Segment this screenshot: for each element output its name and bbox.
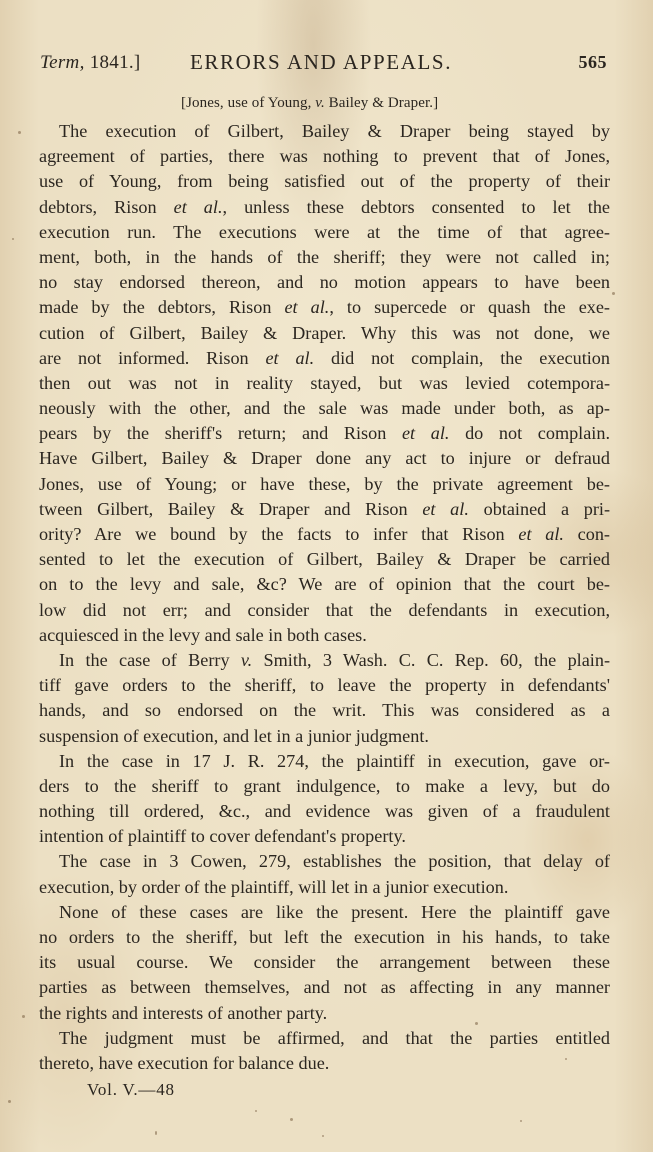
- text-run: None of these cases are like the present. Here the plaintiff gave: [59, 901, 610, 922]
- text-run: The judgment must be affirmed, and that the parties entitled: [59, 1027, 610, 1048]
- text-line: [39, 1026, 610, 1051]
- text-run: hands, and so endorsed on the writ. This was considered as a: [39, 700, 610, 721]
- text-run: parties as between themselves, and not as affecting in any manner: [39, 977, 610, 998]
- text-line: [39, 421, 610, 446]
- text-run: cution of Gilbert, Bailey & Draper. Why this was not done, we: [39, 322, 610, 343]
- page-number: 565: [578, 52, 607, 72]
- text-run: Smith, 3 Wash. C. C. Rep. 60, the plain-: [252, 649, 610, 670]
- text-run: execution, by order of the plaintiff, will let in a junior execution.: [39, 876, 509, 897]
- text-run: The case in 3 Cowen, 279, establishes the position, that delay of: [59, 851, 610, 872]
- text-run: con-: [563, 524, 610, 544]
- text-run: , to supercede or quash the exe-: [329, 297, 610, 318]
- text-run: execution run. The executions were at the time of that agree-: [39, 221, 610, 242]
- text-run: ority? Are we bound by the facts to infer that Rison: [39, 524, 519, 544]
- text-run: ment, both, in the hands of the sheriff; they were not called in;: [39, 246, 610, 267]
- text-run: on to the levy and sale, &c? We are of opinion that the court be-: [39, 574, 610, 595]
- text-line: [39, 119, 610, 144]
- text-line: [39, 547, 610, 572]
- italic-text: et al.: [284, 297, 330, 318]
- text-line: [39, 245, 610, 270]
- paper-speck: [18, 131, 21, 134]
- paper-speck: [8, 1100, 11, 1103]
- term-year: 1841.]: [89, 52, 141, 73]
- paper-speck: [520, 1120, 522, 1122]
- text-line: [39, 975, 610, 1000]
- text-run: sented to let the execution of Gilbert, Bailey & Draper be carried: [39, 549, 610, 570]
- paper-speck: [475, 1022, 478, 1025]
- italic-text: et al.: [173, 196, 223, 217]
- italic-text: v.: [240, 649, 253, 670]
- text-run: agreement of parties, there was nothing to prevent that of Jones,: [39, 146, 610, 167]
- text-line: [39, 673, 610, 698]
- italic-text: et al.: [401, 423, 450, 444]
- text-line: [39, 371, 610, 396]
- case-caption-v: v.: [315, 95, 325, 111]
- paper-speck: [22, 1015, 25, 1018]
- text-run: its usual course. We consider the arrangement between these: [39, 952, 610, 973]
- text-line: [39, 321, 610, 346]
- text-line: [39, 497, 610, 522]
- text-run: Have Gilbert, Bailey & Draper done any act to injure or defraud: [39, 448, 610, 469]
- page-title: ERRORS AND APPEALS.: [190, 50, 453, 74]
- text-line: [39, 648, 610, 673]
- case-caption-suffix: Bailey & Draper.]: [324, 95, 439, 111]
- text-line: [39, 472, 610, 497]
- text-run: made by the debtors, Rison: [39, 297, 285, 318]
- text-run: no orders to the sheriff, but left the execution in his hands, to take: [39, 927, 610, 947]
- text-line: [39, 270, 610, 295]
- paper-speck: [290, 1118, 293, 1121]
- text-line: [39, 396, 610, 421]
- text-run: In the case of Berry: [59, 649, 241, 670]
- text-line: [39, 724, 610, 749]
- text-run: pears by the sheriff's return; and Rison: [39, 423, 402, 444]
- text-run: , unless these debtors consented to let the: [222, 196, 610, 217]
- text-run: The execution of Gilbert, Bailey & Draper being stayed by: [59, 121, 610, 141]
- text-run: low did not err; and consider that the defendants in execution,: [39, 599, 610, 620]
- text-run: suspension of execution, and let in a junior judgment.: [39, 725, 429, 746]
- term-label: [40, 52, 141, 74]
- text-line: [39, 220, 610, 245]
- text-run: neously with the other, and the sale was made under both, as ap-: [39, 398, 610, 419]
- text-run: tiff gave orders to the sheriff, to leave the property in defendants': [39, 675, 610, 696]
- text-line: [39, 1051, 610, 1076]
- text-run: debtors, Rison: [39, 196, 174, 217]
- case-caption: [181, 95, 438, 112]
- paper-speck: [565, 1058, 567, 1060]
- text-run: are not informed. Rison: [39, 347, 266, 368]
- text-line: [39, 925, 610, 950]
- text-line: [39, 572, 610, 597]
- text-run: then out was not in reality stayed, but was levied cotempora-: [39, 372, 610, 393]
- text-line: [39, 598, 610, 623]
- text-line: [39, 950, 610, 975]
- italic-text: et al.: [422, 498, 469, 519]
- body-text: [39, 119, 610, 1076]
- text-run: do not complain.: [449, 423, 610, 444]
- italic-text: et al.: [518, 524, 564, 544]
- paper-speck: [255, 1110, 257, 1112]
- text-run: the rights and interests of another party.: [39, 1002, 328, 1023]
- text-run: use of Young, from being satisfied out of the property of their: [39, 171, 610, 192]
- text-line: [39, 295, 610, 320]
- text-run: did not complain, the execution: [314, 347, 610, 368]
- text-run: tween Gilbert, Bailey & Draper and Rison: [39, 498, 423, 519]
- case-caption-prefix: [Jones, use of Young,: [181, 95, 316, 111]
- running-head: [40, 50, 610, 80]
- text-run: nothing till ordered, &c., and evidence was given of a fraudulent: [39, 801, 610, 822]
- text-run: acquiesced in the levy and sale in both cases.: [39, 624, 367, 645]
- text-line: [39, 774, 610, 799]
- text-line: [39, 169, 610, 194]
- text-run: no stay endorsed thereon, and no motion appears to have been: [39, 272, 610, 293]
- text-run: obtained a pri-: [468, 498, 611, 519]
- text-line: [39, 1001, 610, 1026]
- italic-text: et al.: [265, 347, 315, 368]
- text-line: [39, 875, 610, 900]
- paper-speck: [612, 292, 615, 295]
- text-line: [39, 824, 610, 849]
- text-line: [39, 623, 610, 648]
- text-line: [39, 446, 610, 471]
- text-line: [39, 144, 610, 169]
- paper-speck: [322, 1135, 324, 1137]
- signature-mark: Vol. V.—48: [87, 1080, 175, 1099]
- text-run: Jones, use of Young; or have these, by the private agreement be-: [39, 473, 610, 494]
- text-run: intention of plaintiff to cover defendant's property.: [39, 826, 406, 847]
- text-line: [39, 522, 610, 547]
- text-line: [39, 799, 610, 824]
- text-line: [39, 195, 610, 220]
- text-line: [39, 900, 610, 925]
- text-line: [39, 749, 610, 774]
- text-line: [39, 346, 610, 371]
- text-run: ders to the sheriff to grant indulgence, to make a levy, but do: [39, 775, 610, 796]
- paper-speck: [155, 1131, 157, 1135]
- text-line: [39, 849, 610, 874]
- paper-speck: [12, 238, 14, 240]
- text-line: [39, 698, 610, 723]
- text-run: thereto, have execution for balance due.: [39, 1052, 330, 1073]
- text-run: In the case in 17 J. R. 274, the plaintiff in execution, gave or-: [59, 750, 610, 771]
- term-word: Term,: [40, 52, 85, 73]
